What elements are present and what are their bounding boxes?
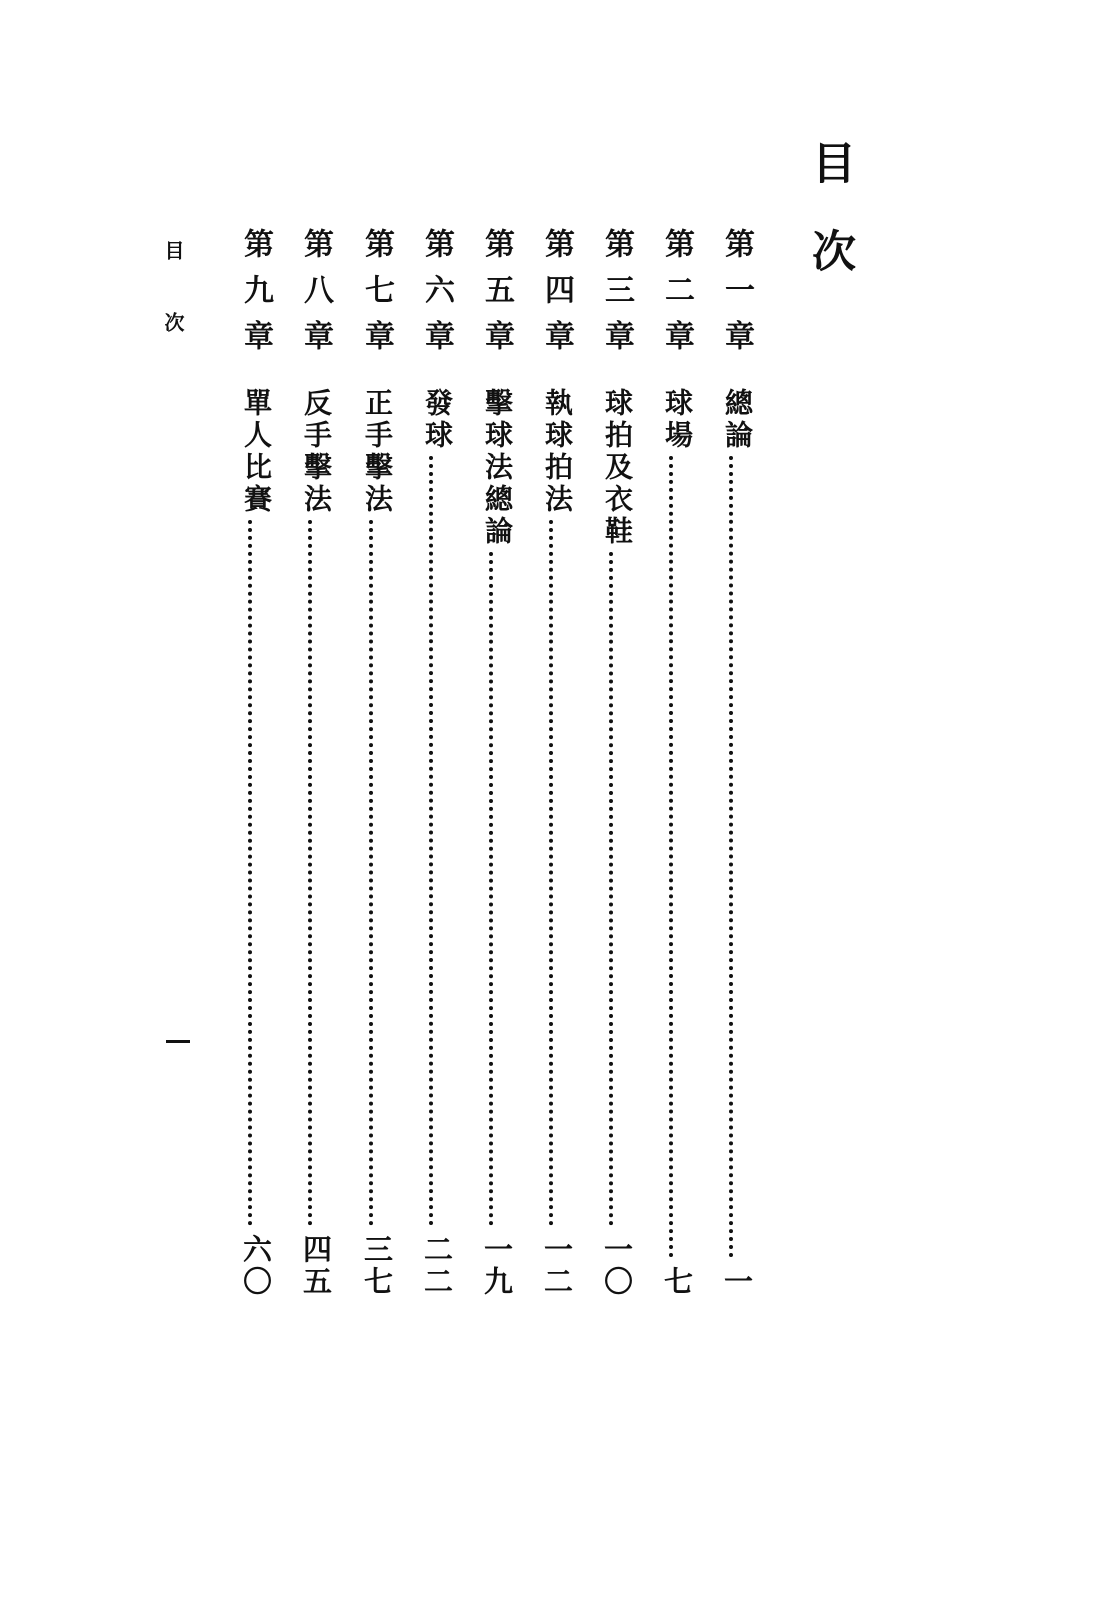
- chapter-title: 單人比賽: [240, 388, 273, 516]
- folio-page-number: [166, 1040, 190, 1043]
- dot-leader: [248, 520, 252, 1226]
- dot-leader: [609, 552, 613, 1226]
- dot-leader: [549, 520, 553, 1226]
- dot-leader: [308, 520, 312, 1226]
- chapter-number: 第二章: [659, 228, 694, 366]
- toc-entry[interactable]: [591, 228, 634, 1298]
- page-number: 六〇: [239, 1234, 273, 1298]
- page-number: 一: [720, 1266, 754, 1298]
- chapter-number: 第七章: [359, 228, 394, 366]
- dot-leader: [669, 456, 673, 1258]
- page-number: 一〇: [600, 1234, 634, 1298]
- chapter-title: 發球: [421, 388, 454, 452]
- page-number: 三七: [360, 1234, 394, 1298]
- chapter-title: 正手擊法: [361, 388, 394, 516]
- chapter-title: 擊球法總論: [481, 388, 514, 548]
- page-title: 目次: [804, 140, 855, 316]
- chapter-title: 反手擊法: [300, 388, 333, 516]
- chapter-number: 第四章: [539, 228, 574, 366]
- toc-entry[interactable]: [711, 228, 754, 1298]
- page-number: 二二: [420, 1234, 454, 1298]
- dot-leader: [429, 456, 433, 1226]
- toc-entry[interactable]: [290, 228, 333, 1298]
- page-number: 一九: [480, 1234, 514, 1298]
- toc-entry[interactable]: [651, 228, 694, 1298]
- toc-entry[interactable]: [230, 228, 273, 1298]
- toc-entry[interactable]: [351, 228, 394, 1298]
- chapter-title: 球場: [661, 388, 694, 452]
- chapter-number: 第一章: [719, 228, 754, 366]
- page-number: 四五: [299, 1234, 333, 1298]
- toc-entry[interactable]: [471, 228, 514, 1298]
- chapter-number: 第八章: [298, 228, 333, 366]
- chapter-number: 第九章: [238, 228, 273, 366]
- chapter-number: 第三章: [599, 228, 634, 366]
- dot-leader: [489, 552, 493, 1226]
- toc-entry[interactable]: [411, 228, 454, 1298]
- page-number: 一二: [540, 1234, 574, 1298]
- dot-leader: [369, 520, 373, 1226]
- dot-leader: [729, 456, 733, 1258]
- page-number: 七: [660, 1266, 694, 1298]
- chapter-number: 第五章: [479, 228, 514, 366]
- running-head: 目次: [161, 240, 185, 384]
- chapter-title: 總論: [721, 388, 754, 452]
- chapter-number: 第六章: [419, 228, 454, 366]
- toc-entry[interactable]: [531, 228, 574, 1298]
- chapter-title: 球拍及衣鞋: [601, 388, 634, 548]
- chapter-title: 執球拍法: [541, 388, 574, 516]
